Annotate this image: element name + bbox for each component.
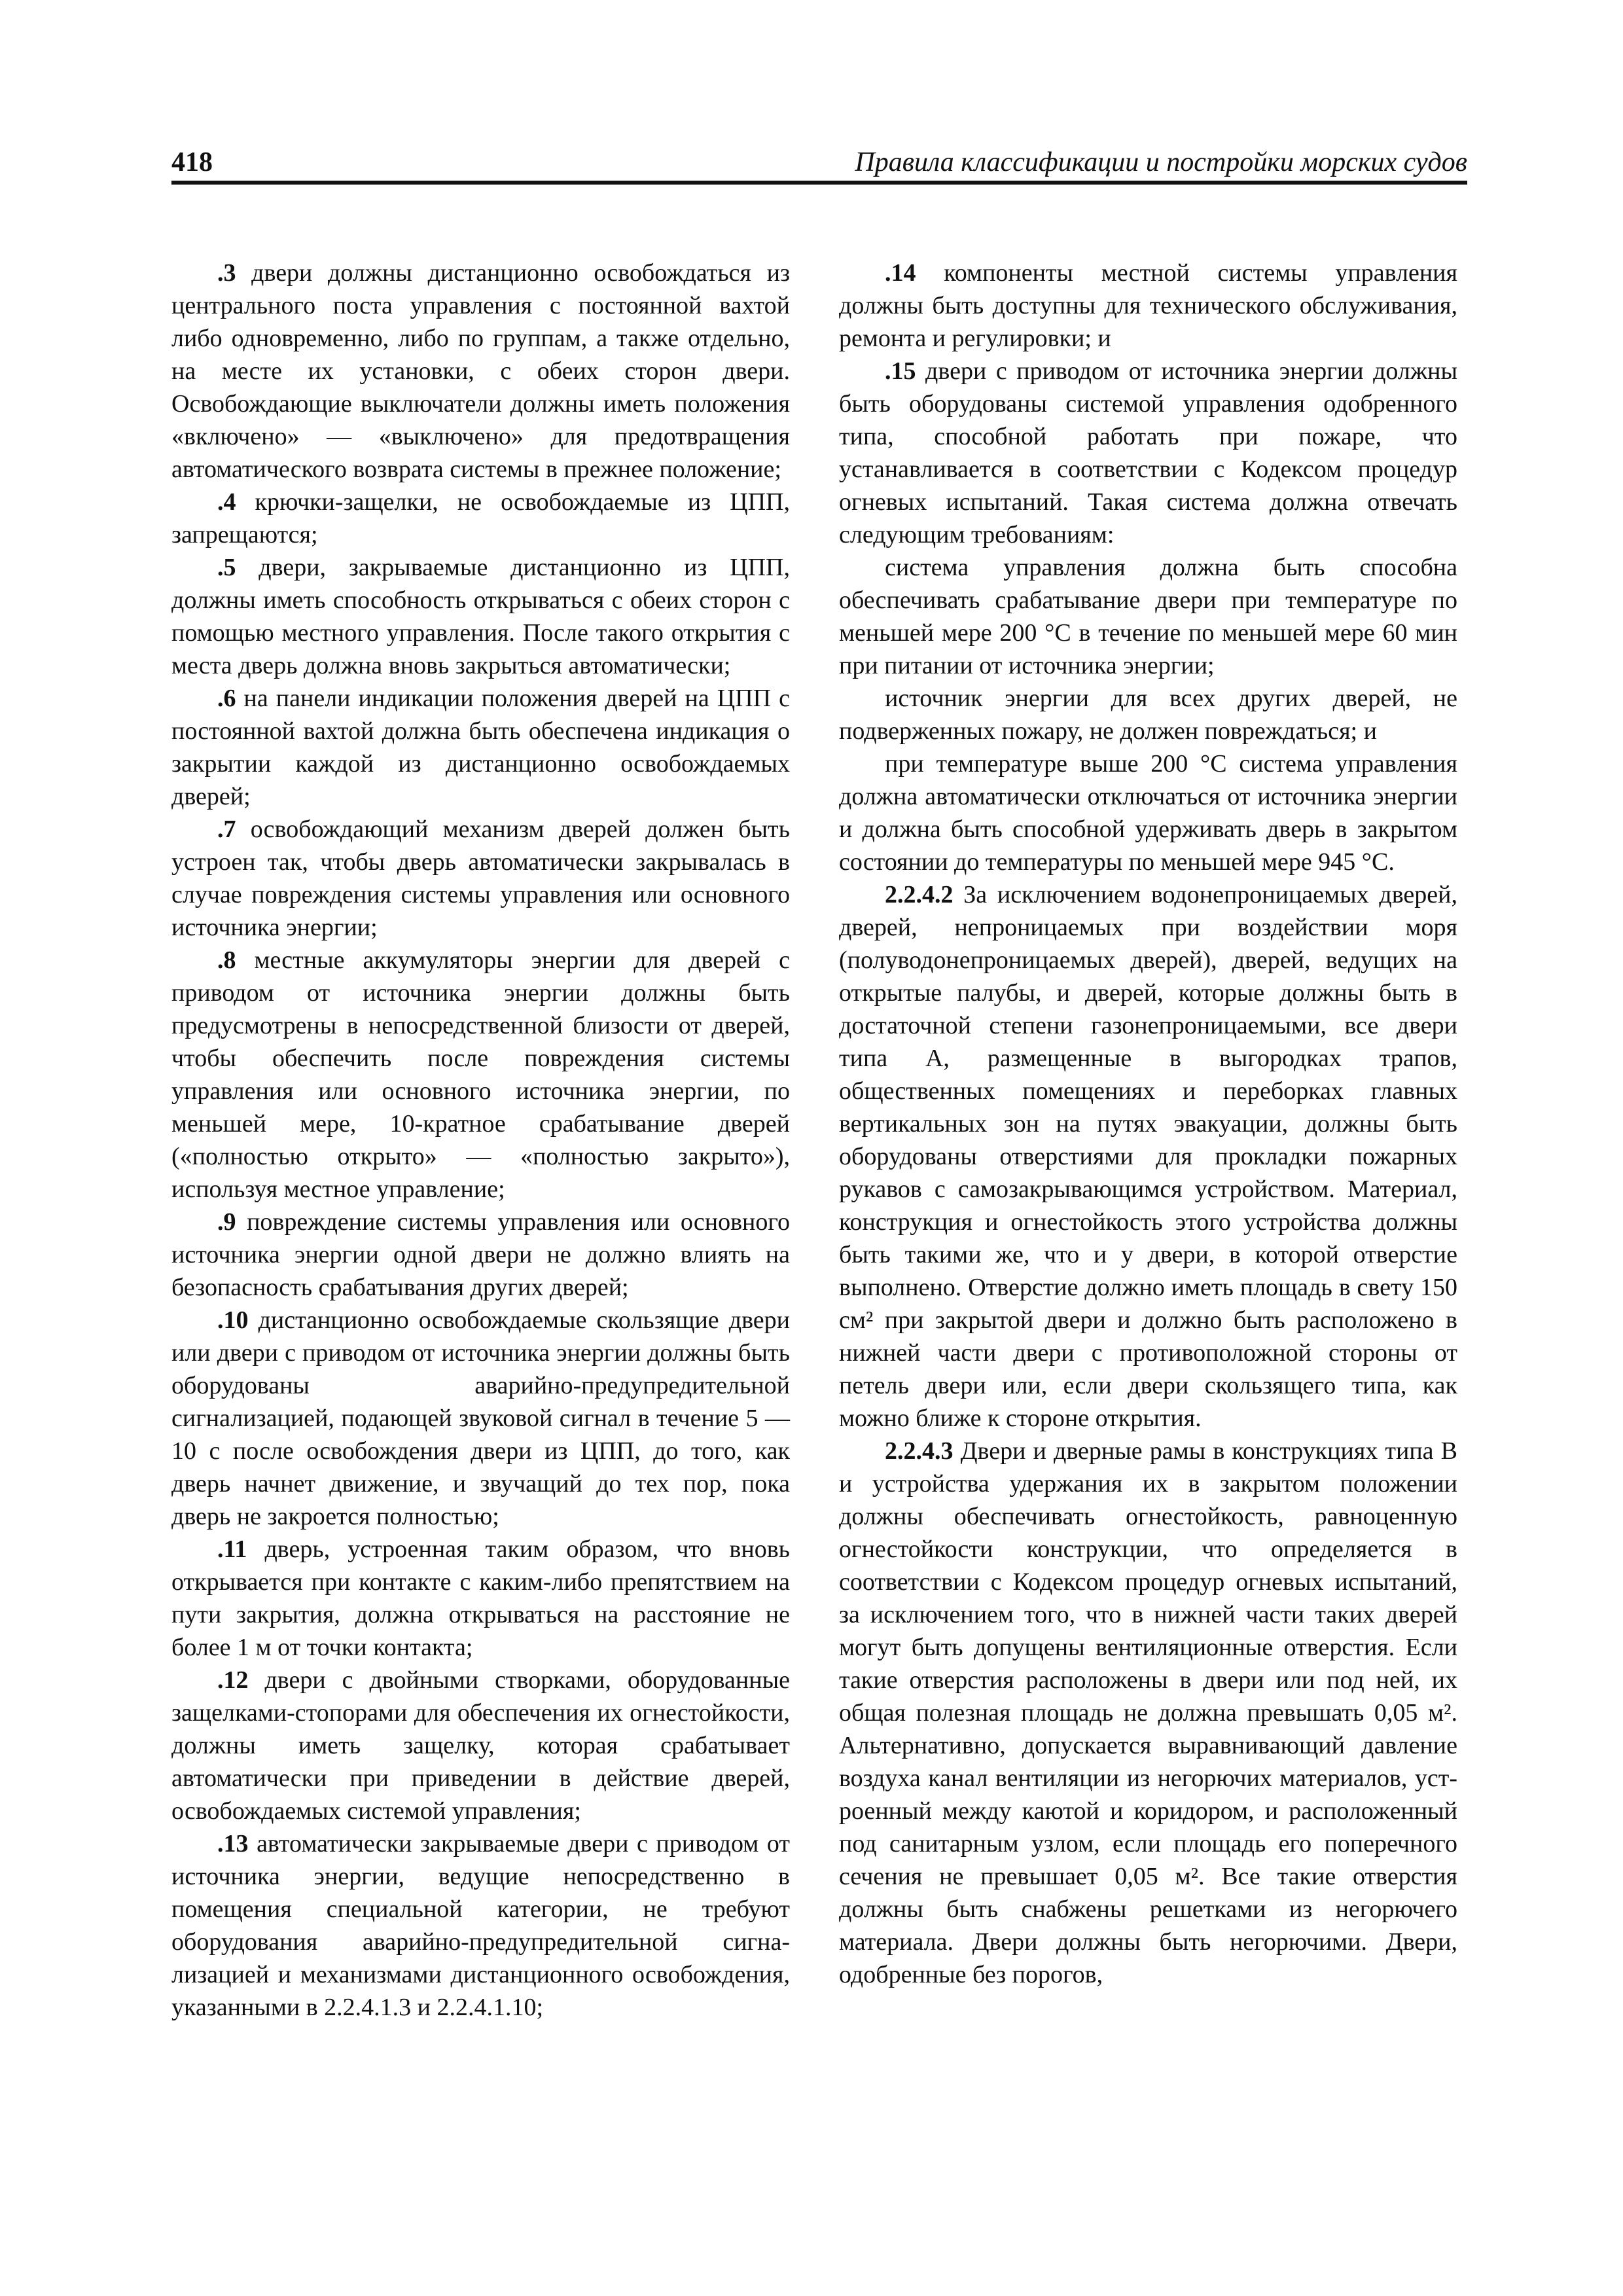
section-text: Двери и дверные рамы в конструкциях типа В и устройства удержания их в закрытом положении должны обеспечивать огнестойкость, равноценную огнестойкости конструкции, что определяется в соответствии с Кодексом процедур огневых испытаний, за исключением того, что в нижней части таких дверей могут быть допущены вентиляционные отверстия. Если такие отверстия расположены в двери или под ней, их общая полезная площадь не должна превышать 0,05 м². Альтернативно, допускается выравнивающий давление воздуха канал вентиляции из негорючих материалов, устроенный между каютой и коридором, и расположенный под санитарным узлом, если площадь его поперечного сечения не превышает 0,05 м². Все такие отверстия должны быть снабжены решетками из негорючего материала. Двери должны быть негорючими. Двери, одобренные без порогов, [839,1437,1457,1988]
paragraph [839,355,1457,551]
page-header [171,149,1467,185]
page-number: 418 [171,147,213,177]
section-number: 2.2.4.2 [885,881,954,908]
item-number: .12 [217,1666,249,1694]
paragraph [839,257,1457,355]
item-number: .7 [217,816,236,843]
section-number: 2.2.4.3 [885,1437,954,1465]
item-number: .11 [217,1535,247,1563]
paragraph [839,551,1457,682]
item-number: .3 [217,259,236,287]
paragraph [839,747,1457,878]
item-number: .5 [217,554,236,581]
section-text: За исключением водонепроницаемых дверей, дверей, непроницаемых при воздействии моря (полуводонепроницаемых дверей), дверей, ведущих на открытые палубы, и дверей, которые должны быть в достаточной степени газонепроницаемыми, все двери типа А, размещенные в выгородках трапов, общественных помещениях и переборках главных вертикальных зон на путях эвакуации, должны быть оборудованы отверстиями для прокладки пожарных рукавов с самозакрывающимся устройством. Материал, конструкция и огнестойкость этого устройства должны быть такими же, что и у двери, в которой отверстие выполнено. Отверстие должно иметь площадь в свету 150 см² при закрытой двери и должно быть расположено в нижней части двери с противоположной стороны от петель двери или, если двери скользящего типа, как можно ближе к стороне открытия. [839,881,1457,1432]
left-column [171,257,790,2024]
item-text: крючки-защелки, не освобождаемые из ЦПП, запрещаются; [171,488,790,548]
paragraph [171,1827,790,2024]
item-text: двери должны дистанционно освобождаться из центрального поста управления с постоянной вахтой либо одновременно, либо по группам, а также отдельно, на месте их установки, с обеих сторон двери. Освобождающие выключатели должны иметь положения «включено» — «выключено» для предотвращения автоматического возврата системы в прежнее положение; [171,259,790,483]
item-text: двери, закрываемые дистанционно из ЦПП, должны иметь способность открываться с обеих сторон с помощью местного управления. После такого открытия с места дверь должна вновь закрыться автоматически; [171,554,790,679]
item-text: автоматически закрываемые двери с приводом от источника энергии, ведущие непосредственно в помещения специальной категории, не требуют оборудования аварийно-предупредительной сигнализацией и механизмами дистанционного освобождения, указанными в 2.2.4.1.3 и 2.2.4.1.10; [171,1830,790,2021]
item-text: при температуре выше 200 °С система управления должна автоматически отключаться от источника энергии и должна быть способной удерживать дверь в закрытом состоянии до температуры по меньшей мере 945 °С. [839,750,1457,876]
paragraph [171,1304,790,1533]
paragraph [171,813,790,944]
item-text: освобождающий механизм дверей должен быть устроен так, чтобы дверь автоматически закрывалась в случае повреждения системы управления или основного источника энергии; [171,816,790,941]
paragraph [171,551,790,682]
running-title: Правила классификации и постройки морских судов [855,147,1467,177]
item-number: .6 [217,685,236,712]
item-text: местные аккумуляторы энергии для дверей с приводом от источника энергии должны быть предусмотрены в непосредственной близости от дверей, чтобы обеспечить после повреждения системы управления или основного источника энергии, по меньшей мере, 10-кратное срабатывание дверей («полностью открыто» — «полностью закрыто»), используя местное управление; [171,946,790,1203]
paragraph [171,944,790,1206]
paragraph [171,1206,790,1304]
paragraph [839,1435,1457,1991]
paragraph [839,682,1457,747]
paragraph [839,878,1457,1435]
item-text: повреждение системы управления или основного источника энергии одной двери не должно влиять на безопасность срабатывания других дверей; [171,1208,790,1301]
item-text: дверь, устроенная таким образом, что вновь открывается при контакте с каким-либо препятствием на пути закрытия, должна открываться на расстояние не более 1 м от точки контакта; [171,1535,790,1661]
item-text: двери с двойными створками, оборудованные защелками-стопорами для обеспечения их огнестойкости, должны иметь защелку, которая срабатывает автоматически при приведении в действие дверей, освобождаемых системой управления; [171,1666,790,1825]
item-text: дистанционно освобождаемые скользящие двери или двери с приводом от источника энергии должны быть оборудованы аварийно-предупредительной сигнализацией, подающей звуковой сигнал в течение 5 — 10 с после освобождения двери из ЦПП, до того, как дверь начнет движение, и звучащий до тех пор, пока дверь не закроется полностью; [171,1306,790,1530]
item-text: компоненты местной системы управления должны быть доступны для технического обслуживания, ремонта и регулировки; и [839,259,1457,352]
paragraph [171,257,790,486]
item-number: .9 [217,1208,236,1236]
item-number: .8 [217,946,236,974]
item-text: двери с приводом от источника энергии должны быть оборудованы системой управления одобренного типа, способной работать при пожаре, что устанавливается в соответствии с Кодексом процедур огневых испытаний. Такая система должна отвечать следующим требованиям: [839,357,1457,548]
paragraph [171,1533,790,1664]
right-column [839,257,1457,1991]
paragraph [171,1664,790,1827]
item-number: .14 [885,259,916,287]
item-text: источник энергии для всех других дверей, не подверженных пожару, не должен повреждаться; и [839,685,1457,745]
item-number: .15 [885,357,916,385]
item-number: .4 [217,488,236,516]
paragraph [171,486,790,551]
item-number: .10 [217,1306,249,1334]
paragraph [171,682,790,813]
item-number: .13 [217,1830,249,1857]
item-text: система управления должна быть способна обеспечивать срабатывание двери при температуре по меньшей мере 200 °С в течение по меньшей мере 60 мин при питании от источника энергии; [839,554,1457,679]
item-text: на панели индикации положения дверей на ЦПП с постоянной вахтой должна быть обеспечена индикация о закрытии каждой из дистанционно освобождаемых дверей; [171,685,790,810]
